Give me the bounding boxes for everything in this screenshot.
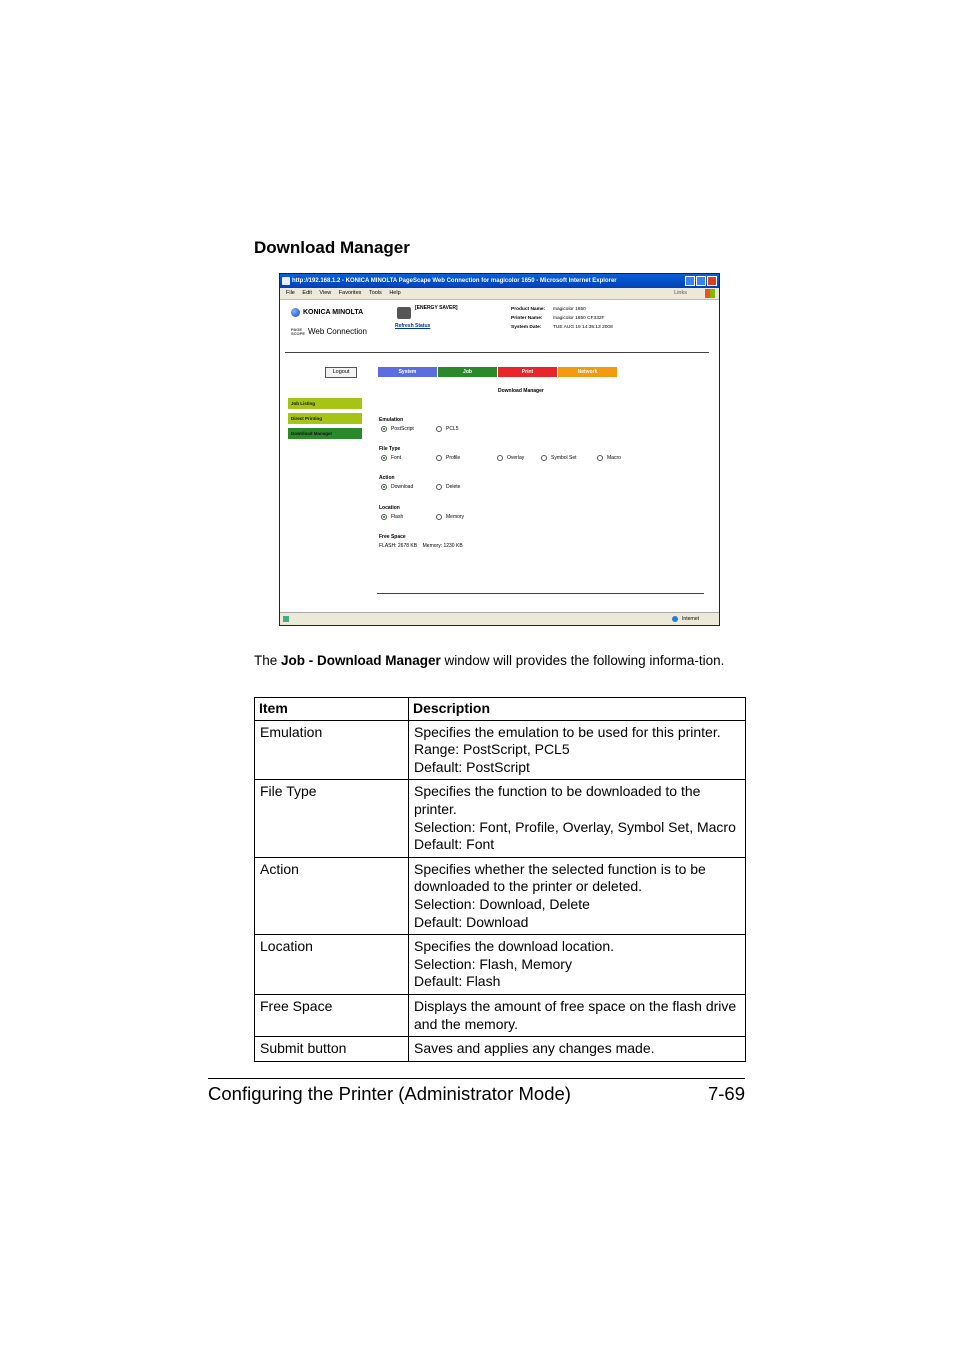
emulation-option-postscript[interactable]: PostScript <box>381 426 414 432</box>
side-item-direct-printing[interactable]: Direct Printing <box>288 413 362 424</box>
energy-status: [ENERGY SAVER] <box>415 305 458 311</box>
browser-screenshot <box>279 273 720 626</box>
table-row <box>255 935 746 995</box>
footer-chapter-title: Configuring the Printer (Administrator Mode) <box>208 1083 571 1104</box>
printer-icon <box>397 307 411 319</box>
side-item-download-manager[interactable]: Download Manager <box>288 428 362 439</box>
emulation-option-pcl5[interactable]: PCL5 <box>436 426 459 432</box>
row-item: Location <box>255 935 409 995</box>
konica-logo: KONICA MINOLTA <box>291 308 363 317</box>
row-item: Submit button <box>255 1037 409 1062</box>
action-group <box>379 475 461 490</box>
tab-print[interactable]: Print <box>498 367 557 377</box>
webconnection-logo: PAGE SCOPE Web Connection <box>291 326 367 336</box>
tab-network[interactable]: Network <box>558 367 617 377</box>
links-label[interactable]: Links <box>674 290 687 296</box>
header-description: Description <box>409 698 746 721</box>
globe-icon <box>291 308 300 317</box>
radio-icon[interactable] <box>436 484 442 490</box>
row-item: Emulation <box>255 720 409 780</box>
table-row <box>255 994 746 1036</box>
location-option-flash[interactable]: Flash <box>381 514 403 520</box>
header-item: Item <box>255 698 409 721</box>
file-type-option-symbol-set[interactable]: Symbol Set <box>541 455 577 461</box>
row-item: Action <box>255 857 409 934</box>
close-icon[interactable] <box>707 276 717 286</box>
emulation-label: Emulation <box>379 417 404 423</box>
file-type-option-profile[interactable]: Profile <box>436 455 460 461</box>
file-type-option-macro[interactable]: Macro <box>597 455 621 461</box>
browser-title-bar <box>280 274 719 288</box>
radio-icon[interactable] <box>436 455 442 461</box>
radio-selected-icon[interactable] <box>381 455 387 461</box>
table-header-row <box>255 698 746 721</box>
location-option-memory[interactable]: Memory <box>436 514 464 520</box>
row-description: Specifies the function to be downloaded to the printer. Selection: Font, Profile, Overlay, Symbol Set, Macro Default: Font <box>409 780 746 857</box>
intro-paragraph: The Job - Download Manager window will provides the following informa-tion. <box>254 653 725 668</box>
location-group <box>379 505 465 520</box>
row-description: Displays the amount of free space on the flash drive and the memory. <box>409 994 746 1036</box>
windows-logo-icon <box>705 289 715 298</box>
main-tabs <box>378 367 617 377</box>
row-item: Free Space <box>255 994 409 1036</box>
action-label: Action <box>379 475 395 481</box>
menu-help[interactable]: Help <box>389 290 401 296</box>
ie-icon <box>282 277 290 285</box>
file-type-group <box>379 446 621 461</box>
minimize-icon[interactable] <box>685 276 695 286</box>
menu-favorites[interactable]: Favorites <box>338 290 362 296</box>
refresh-status-link[interactable]: Refresh Status <box>395 323 431 329</box>
radio-icon[interactable] <box>597 455 603 461</box>
action-option-delete[interactable]: Delete <box>436 484 460 490</box>
download-manager-heading: Download Manager <box>498 388 544 394</box>
window-buttons <box>685 276 717 286</box>
menu-tools[interactable]: Tools <box>368 290 382 296</box>
browser-content <box>281 300 718 613</box>
table-row <box>255 780 746 857</box>
action-option-download[interactable]: Download <box>381 484 413 490</box>
page-number: 7-69 <box>707 1083 745 1104</box>
radio-icon[interactable] <box>497 455 503 461</box>
table-row <box>255 720 746 780</box>
header-divider <box>285 352 709 353</box>
side-menu <box>288 398 362 443</box>
emulation-group <box>379 417 459 432</box>
tab-job[interactable]: Job <box>438 367 497 377</box>
pagescope-mark: PAGE SCOPE <box>291 326 306 336</box>
footer-divider <box>208 1078 745 1079</box>
menu-edit[interactable]: Edit <box>302 290 312 296</box>
maximize-icon[interactable] <box>696 276 706 286</box>
table-row <box>255 857 746 934</box>
row-description: Specifies whether the selected function is to be downloaded to the printer or deleted. Selection: Download, Delete Default: Download <box>409 857 746 934</box>
location-label: Location <box>379 505 400 511</box>
free-space-label: Free Space <box>379 534 406 540</box>
radio-selected-icon[interactable] <box>381 426 387 432</box>
menu-view[interactable]: View <box>319 290 332 296</box>
browser-status-bar <box>280 612 719 625</box>
browser-menu-bar <box>280 288 719 300</box>
browser-title: http://192.168.1.2 - KONICA MINOLTA PageScape Web Connection for magicolor 1650 - Microsoft Internet Explorer <box>292 278 617 284</box>
form-divider <box>377 593 704 594</box>
radio-icon[interactable] <box>541 455 547 461</box>
free-space-value: FLASH: 2678 KB Memory: 1230 KB <box>379 543 463 549</box>
product-info: Product Name: magicolor 1650 Printer Name: magicolor 1650 CF332F System Date: TUE AUG 19 14:35:13 2008 <box>511 307 613 330</box>
row-item: File Type <box>255 780 409 857</box>
section-title: Download Manager <box>254 238 410 257</box>
tab-system[interactable]: System <box>378 367 437 377</box>
radio-selected-icon[interactable] <box>381 514 387 520</box>
radio-icon[interactable] <box>436 426 442 432</box>
file-type-label: File Type <box>379 446 401 452</box>
row-description: Specifies the download location. Selection: Flash, Memory Default: Flash <box>409 935 746 995</box>
radio-icon[interactable] <box>436 514 442 520</box>
radio-selected-icon[interactable] <box>381 484 387 490</box>
menu-file[interactable]: File <box>286 290 295 296</box>
page-icon <box>283 616 289 622</box>
window-name: Job - Download Manager <box>281 653 441 668</box>
logout-button[interactable]: Logout <box>325 367 357 378</box>
row-description: Saves and applies any changes made. <box>409 1037 746 1062</box>
side-item-job-listing[interactable]: Job Listing <box>288 398 362 409</box>
row-description: Specifies the emulation to be used for this printer. Range: PostScript, PCL5 Default: PostScript <box>409 720 746 780</box>
file-type-option-font[interactable]: Font <box>381 455 401 461</box>
file-type-option-overlay[interactable]: Overlay <box>497 455 524 461</box>
table-row <box>255 1037 746 1062</box>
internet-zone: Internet <box>672 613 699 625</box>
info-table <box>254 697 746 1062</box>
free-space-group <box>379 534 463 549</box>
